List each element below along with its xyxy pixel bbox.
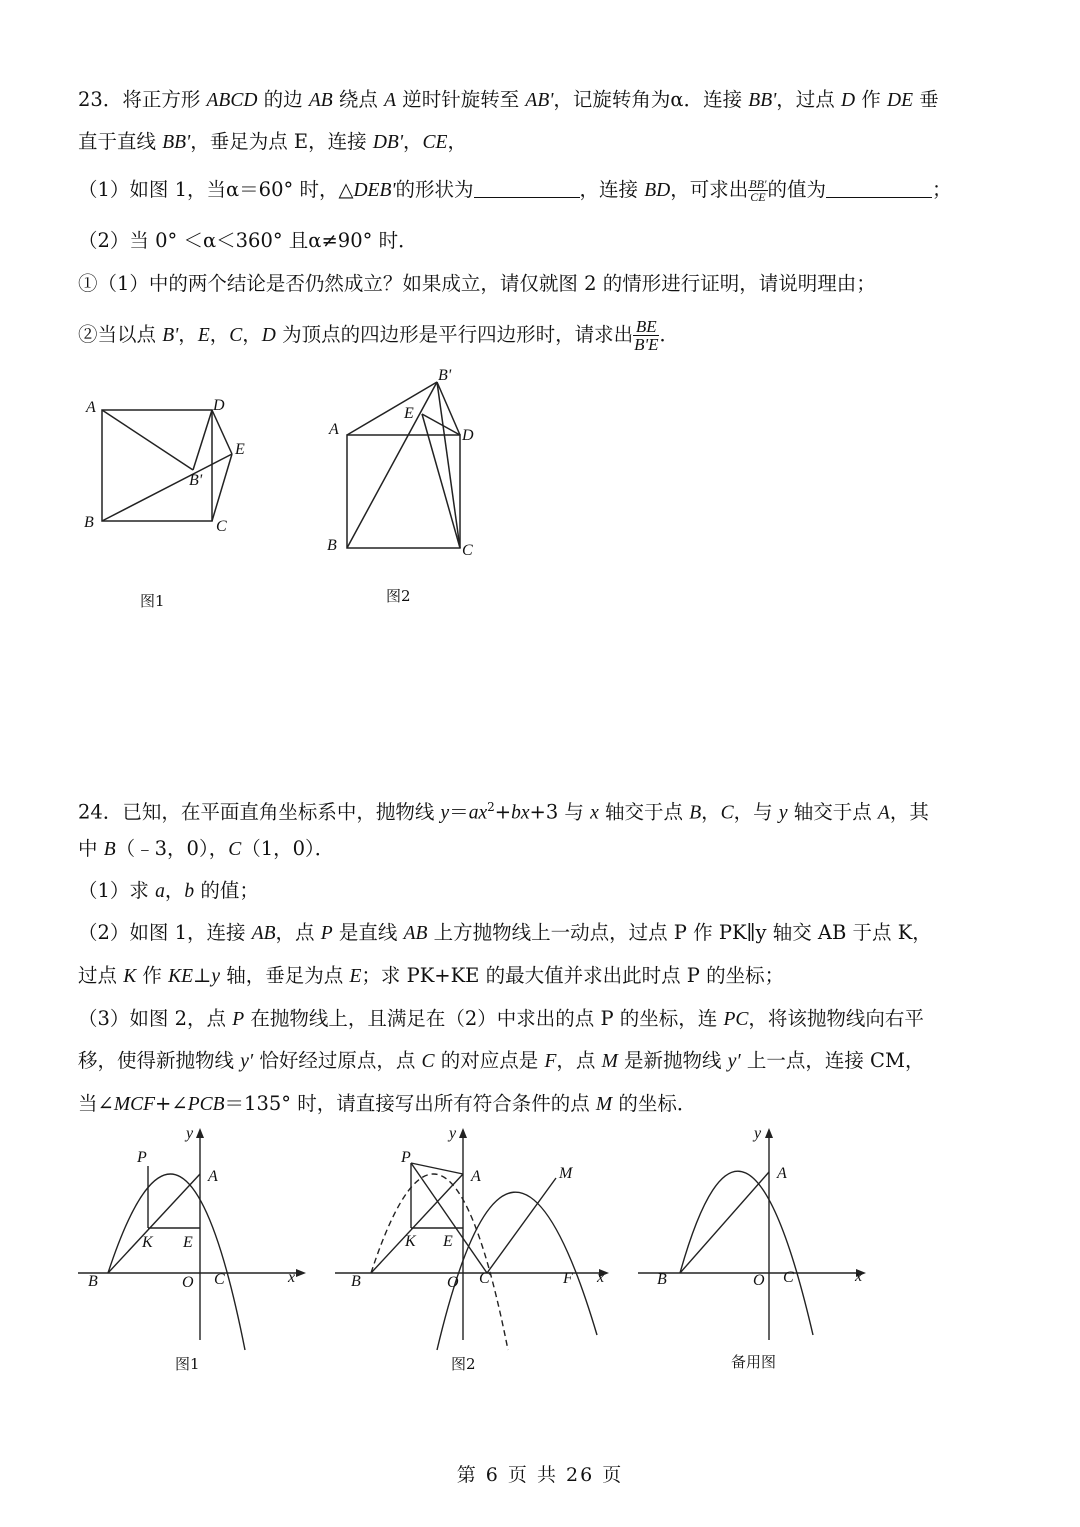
label-y: y (754, 1125, 762, 1142)
q24-line-2: 中 B（﹣3，0），C（1，0）． (78, 837, 335, 860)
label-c: C (216, 518, 227, 535)
label-c: C (462, 542, 473, 559)
q23-line-6: ②当以点 B'，E，C，D 为顶点的四边形是平行四边形时，请求出 $\frac{BE}{B'E}$ ． (78, 317, 679, 354)
label-e: E (443, 1233, 453, 1250)
label-d: D (462, 427, 474, 444)
q24-figure-2 (325, 1120, 620, 1385)
parabola (108, 1174, 245, 1350)
label-k: K (405, 1233, 416, 1250)
label-b-prime: B' (438, 367, 452, 384)
answer-blank-2[interactable] (826, 177, 932, 198)
label-c: C (214, 1271, 225, 1288)
y-axis-arrow (196, 1128, 204, 1138)
q24-figure-backup (630, 1120, 880, 1385)
label-f: F (563, 1270, 573, 1287)
label-c: C (783, 1269, 794, 1286)
q24-line-6: （3）如图 2，点 P 在抛物线上，且满足在（2）中求出的点 P 的坐标，连 PC，将该抛物线向右平 (78, 1007, 924, 1030)
label-d: D (213, 397, 225, 414)
q23-line-2: 直于直线 BB'，垂足为点 E，连接 DB'，CE， (78, 130, 467, 153)
q23-figure-1 (70, 380, 270, 620)
fraction-bb-ce: $\frac{BB'}{CE}$ (749, 177, 767, 204)
label-o: O (182, 1274, 194, 1291)
caption: 备用图 (731, 1353, 777, 1371)
caption: 图1 (175, 1355, 200, 1373)
caption: 图2 (386, 587, 411, 605)
label-a: A (329, 421, 339, 438)
q24-figure-1 (70, 1120, 320, 1385)
page-footer: 第 6 页 共 26 页 (456, 1464, 624, 1486)
new-parabola (437, 1192, 597, 1350)
label-x: x (597, 1269, 605, 1286)
y-axis-arrow (765, 1128, 773, 1138)
q24-line-7: 移，使得新抛物线 y′ 恰好经过原点，点 C 的对应点是 F，点 M 是新抛物线 y′ 上一点，连接 CM， (78, 1049, 925, 1072)
label-a: A (86, 399, 96, 416)
square-abcd (102, 410, 212, 521)
label-y: y (186, 1125, 194, 1142)
label-p: P (137, 1149, 147, 1166)
x-axis-arrow (296, 1269, 306, 1277)
label-a: A (208, 1168, 218, 1185)
fraction-be-bpe: $\frac{BE}{B'E}$ (634, 317, 659, 354)
label-b-prime: B' (189, 472, 203, 489)
q24-line-3: （1）求 a，b 的值； (78, 879, 259, 902)
label-k: K (142, 1234, 153, 1251)
label-a: A (471, 1168, 481, 1185)
label-p: P (401, 1149, 411, 1166)
label-a: A (777, 1165, 787, 1182)
q23-line-5: ①（1）中的两个结论是否仍然成立？如果成立，请仅就图 2 的情形进行证明，请说明理由； (78, 272, 876, 295)
label-o: O (447, 1274, 459, 1291)
label-e: E (235, 441, 245, 458)
q23-figure-2 (320, 360, 500, 615)
answer-blank-1[interactable] (474, 177, 580, 198)
q23-line-1: 23．将正方形 ABCD 的边 AB 绕点 A 逆时针旋转至 AB'，记旋转角为α．连接 BB'，过点 D 作 DE 垂 (78, 88, 939, 111)
label-y: y (449, 1125, 457, 1142)
original-parabola (371, 1174, 508, 1350)
label-b: B (657, 1271, 667, 1288)
label-e: E (183, 1234, 193, 1251)
label-c: C (479, 1270, 490, 1287)
q24-line-8: 当∠MCF+∠PCB＝135° 时，请直接写出所有符合条件的点 M 的坐标． (78, 1092, 697, 1115)
caption: 图2 (451, 1355, 476, 1373)
square-abcd (347, 435, 460, 548)
y-axis-arrow (459, 1128, 467, 1138)
q24-line-5: 过点 K 作 KE⊥y 轴，垂足为点 E；求 PK+KE 的最大值并求出此时点 P 的坐标； (78, 964, 785, 987)
q24-line-1: 24．已知，在平面直角坐标系中，抛物线 $y=ax^2+bx+3$ 与 x 轴交于点 B，C，与 y 轴交于点 A，其 (78, 800, 929, 824)
q24-line-4: （2）如图 1，连接 AB，点 P 是直线 AB 上方抛物线上一动点，过点 P 作 PK∥y 轴交 AB 于点 K， (78, 921, 932, 944)
label-x: x (855, 1268, 863, 1285)
label-o: O (753, 1272, 765, 1289)
label-b: B (327, 537, 337, 554)
parabola (680, 1171, 813, 1335)
label-b: B (88, 1273, 98, 1290)
caption: 图1 (140, 592, 165, 610)
label-e: E (404, 405, 414, 422)
label-m: M (559, 1165, 573, 1182)
label-x: x (288, 1269, 296, 1286)
q23-line-4: （2）当 0° ＜α＜360° 且α≠90° 时． (78, 229, 418, 252)
label-b: B (84, 514, 94, 531)
q23-line-3: （1）如图 1，当α＝60° 时，△DEB'的形状为 ，连接 BD，可求出 $\frac{BB'}{CE}$ 的值为 ； (78, 177, 952, 204)
label-b: B (351, 1273, 361, 1290)
